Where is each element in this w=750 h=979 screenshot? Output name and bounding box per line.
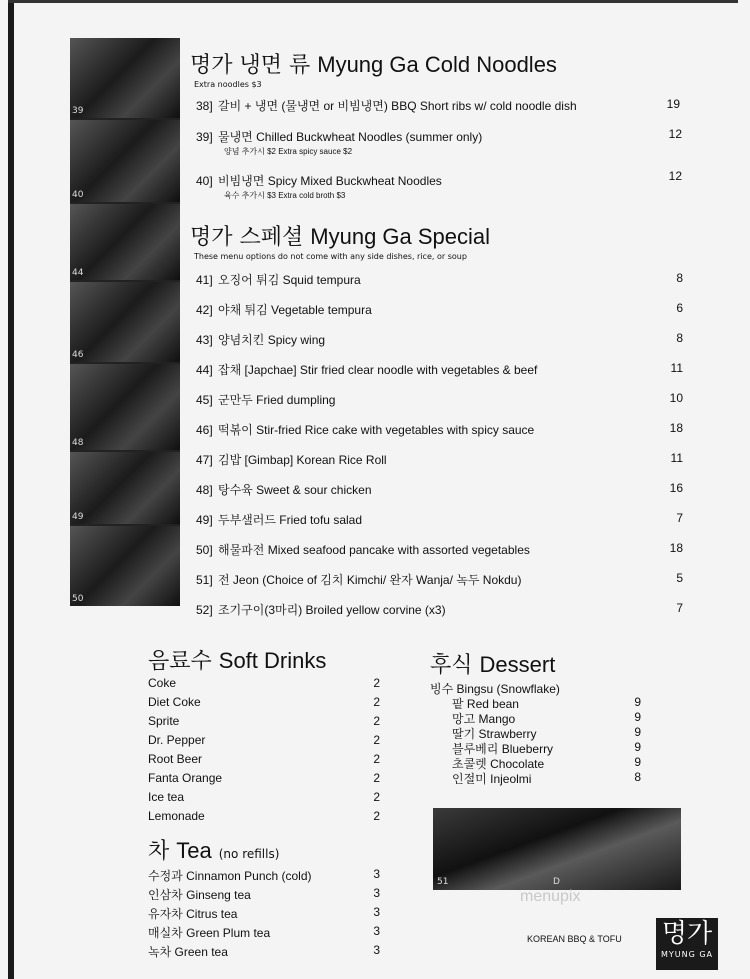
food-photo — [70, 38, 180, 118]
tea-name: 수정과 Cinnamon Punch (cold) — [148, 869, 312, 883]
item-number: 45] — [196, 393, 213, 407]
item-price: 12 — [668, 127, 682, 141]
restaurant-logo — [656, 918, 718, 970]
item-price: 18 — [669, 421, 683, 435]
section-note: These menu options do not come with any side dishes, rice, or soup — [194, 252, 467, 261]
dessert-name: 망고 Mango — [452, 712, 516, 726]
tea-price: 3 — [373, 943, 380, 957]
section-title-cold-noodles — [190, 48, 557, 79]
drink-price: 2 — [373, 752, 380, 766]
section-title-en: Dessert — [479, 652, 556, 677]
food-photo-bottom — [433, 808, 681, 890]
item-name: 전 Jeon (Choice of 김치 Kimchi/ 완자 Wanja/ 녹두 Nokdu) — [218, 573, 522, 587]
tea-price: 3 — [373, 924, 380, 938]
item-number: 38] — [196, 99, 213, 113]
item-price: 11 — [670, 361, 683, 375]
photo-number: 51 — [437, 877, 449, 887]
section-title-ko: 후식 — [430, 653, 473, 678]
drink-price: 2 — [373, 790, 380, 804]
tea-name: 녹차 Green tea — [148, 945, 228, 959]
item-number: 51] — [196, 573, 213, 587]
drink-name: Ice tea — [148, 790, 185, 804]
section-title-en: Soft Drinks — [218, 648, 327, 673]
section-title-ko: 명가 냉면 류 — [190, 53, 311, 78]
drink-name: Lemonade — [148, 809, 205, 823]
item-number: 49] — [196, 513, 213, 527]
item-name: 물냉면 Chilled Buckwheat Noodles (summer only) — [218, 130, 483, 144]
item-number: 39] — [196, 130, 213, 144]
drink-name: Root Beer — [148, 752, 203, 766]
item-number: 44] — [196, 363, 213, 377]
photo-number: 46 — [72, 350, 84, 360]
tea-price: 3 — [373, 867, 380, 881]
drink-name: Dr. Pepper — [148, 733, 206, 747]
footer-tagline: KOREAN BBQ & TOFU — [527, 934, 622, 944]
section-title-en: Myung Ga Special — [310, 224, 491, 249]
section-note: Extra noodles $3 — [194, 80, 262, 89]
item-sub-note: 양념 추가시 $2 Extra spicy sauce $2 — [224, 147, 353, 156]
item-number: 52] — [196, 603, 213, 617]
food-photo — [70, 282, 180, 362]
drink-price: 2 — [373, 771, 380, 785]
drink-price: 2 — [373, 714, 380, 728]
item-name: 김밥 [Gimbap] Korean Rice Roll — [218, 453, 387, 467]
photo-number: 49 — [72, 512, 84, 522]
item-price: 8 — [676, 331, 683, 345]
item-number: 46] — [196, 423, 213, 437]
section-title-en: Tea — [176, 838, 212, 863]
menu-item — [196, 601, 446, 619]
tea-price: 3 — [373, 886, 380, 900]
section-title-note: (no refills) — [218, 847, 280, 861]
dessert-price: 9 — [634, 725, 641, 739]
item-name: 비빔냉면 Spicy Mixed Buckwheat Noodles — [218, 174, 442, 188]
menu-item — [196, 128, 483, 156]
drink-name: Diet Coke — [148, 695, 201, 709]
item-price: 19 — [666, 97, 680, 111]
dessert-price: 9 — [634, 710, 641, 724]
dessert-name: 인절미 Injeolmi — [452, 772, 532, 786]
menu-item — [196, 331, 325, 349]
item-name: 갈비 + 냉면 (물냉면 or 비빔냉면) BBQ Short ribs w/ cold noodle dish — [218, 99, 577, 113]
tea-name: 인삼차 Ginseng tea — [148, 888, 251, 902]
drink-price: 2 — [373, 676, 380, 690]
item-name: 떡볶이 Stir-fried Rice cake with vegetables with spicy sauce — [218, 423, 535, 437]
item-name: 야채 튀김 Vegetable tempura — [218, 303, 372, 317]
menu-item — [196, 571, 521, 589]
menu-item — [196, 172, 442, 200]
item-name: 양념치킨 Spicy wing — [218, 333, 326, 347]
item-name: 탕수육 Sweet & sour chicken — [218, 483, 372, 497]
dessert-price: 9 — [634, 740, 641, 754]
section-title-soft-drinks — [148, 644, 326, 675]
dessert-name: 팥 Red bean — [452, 697, 519, 711]
item-name: 조기구이(3마리) Broiled yellow corvine (x3) — [218, 603, 446, 617]
food-photo-strip — [70, 38, 180, 606]
dessert-name: 딸기 Strawberry — [452, 727, 537, 741]
drink-price: 2 — [373, 733, 380, 747]
item-sub-note: 육수 추가시 $3 Extra cold broth $3 — [224, 191, 346, 200]
dessert-price: 9 — [634, 755, 641, 769]
logo-text-en: MYUNG GA — [660, 950, 714, 959]
menu-item — [196, 421, 534, 439]
item-name: 잡채 [Japchae] Stir fried clear noodle with vegetables & beef — [218, 363, 538, 377]
drink-name: Sprite — [148, 714, 180, 728]
item-price: 16 — [669, 481, 683, 495]
menu-item — [196, 541, 530, 559]
photo-number: 44 — [72, 268, 84, 278]
item-name: 두부샐러드 Fried tofu salad — [218, 513, 363, 527]
item-name: 해물파전 Mixed seafood pancake with assorted vegetables — [218, 543, 530, 557]
drink-name: Fanta Orange — [148, 771, 223, 785]
drink-price: 2 — [373, 695, 380, 709]
tea-price: 3 — [373, 905, 380, 919]
menu-item — [196, 97, 577, 115]
menu-item — [196, 481, 372, 499]
drink-price: 2 — [373, 809, 380, 823]
item-price: 6 — [676, 301, 683, 315]
menu-item — [196, 511, 362, 529]
item-name: 오징어 튀김 Squid tempura — [218, 273, 361, 287]
item-number: 47] — [196, 453, 213, 467]
item-price: 18 — [669, 541, 683, 555]
food-photo — [70, 526, 180, 606]
item-number: 41] — [196, 273, 213, 287]
menu-item — [196, 361, 537, 379]
menu-item — [196, 301, 372, 319]
item-number: 50] — [196, 543, 213, 557]
item-name: 군만두 Fried dumpling — [218, 393, 336, 407]
item-price: 10 — [669, 391, 683, 405]
section-title-ko: 음료수 — [148, 649, 212, 674]
menu-item — [196, 451, 387, 469]
drink-name: Coke — [148, 676, 177, 690]
section-title-dessert — [430, 648, 555, 679]
food-photo — [70, 452, 180, 524]
item-price: 5 — [676, 571, 683, 585]
logo-text-ko: 명가 — [661, 919, 713, 949]
photo-number: 40 — [72, 190, 84, 200]
page-border-left — [8, 0, 14, 979]
food-photo — [70, 120, 180, 202]
photo-mark: D — [553, 877, 560, 887]
watermark-text: menupix — [520, 888, 581, 905]
item-number: 42] — [196, 303, 213, 317]
menu-item — [196, 391, 335, 409]
section-title-ko: 차 — [148, 839, 170, 864]
item-price: 7 — [676, 601, 683, 615]
photo-number: 39 — [72, 106, 84, 116]
food-photo — [70, 364, 180, 450]
item-price: 8 — [676, 271, 683, 285]
tea-name: 유자차 Citrus tea — [148, 907, 238, 921]
item-number: 40] — [196, 174, 213, 188]
section-title-ko: 명가 스페셜 — [190, 225, 304, 250]
item-price: 11 — [670, 451, 683, 465]
page-border-top — [8, 0, 738, 3]
item-price: 12 — [668, 169, 682, 183]
dessert-name: 초콜렛 Chocolate — [452, 757, 545, 771]
section-title-en: Myung Ga Cold Noodles — [317, 52, 557, 77]
item-number: 43] — [196, 333, 213, 347]
item-price: 7 — [676, 511, 683, 525]
photo-number: 50 — [72, 594, 84, 604]
food-photo — [70, 204, 180, 280]
section-title-tea — [148, 834, 279, 865]
item-number: 48] — [196, 483, 213, 497]
dessert-price: 8 — [634, 770, 641, 784]
dessert-price: 9 — [634, 695, 641, 709]
tea-name: 매실차 Green Plum tea — [148, 926, 271, 940]
dessert-group-label: 빙수 Bingsu (Snowflake) — [430, 682, 560, 696]
menu-item — [196, 271, 361, 289]
section-title-special — [190, 220, 490, 251]
photo-number: 48 — [72, 438, 84, 448]
dessert-name: 블루베리 Blueberry — [452, 742, 554, 756]
